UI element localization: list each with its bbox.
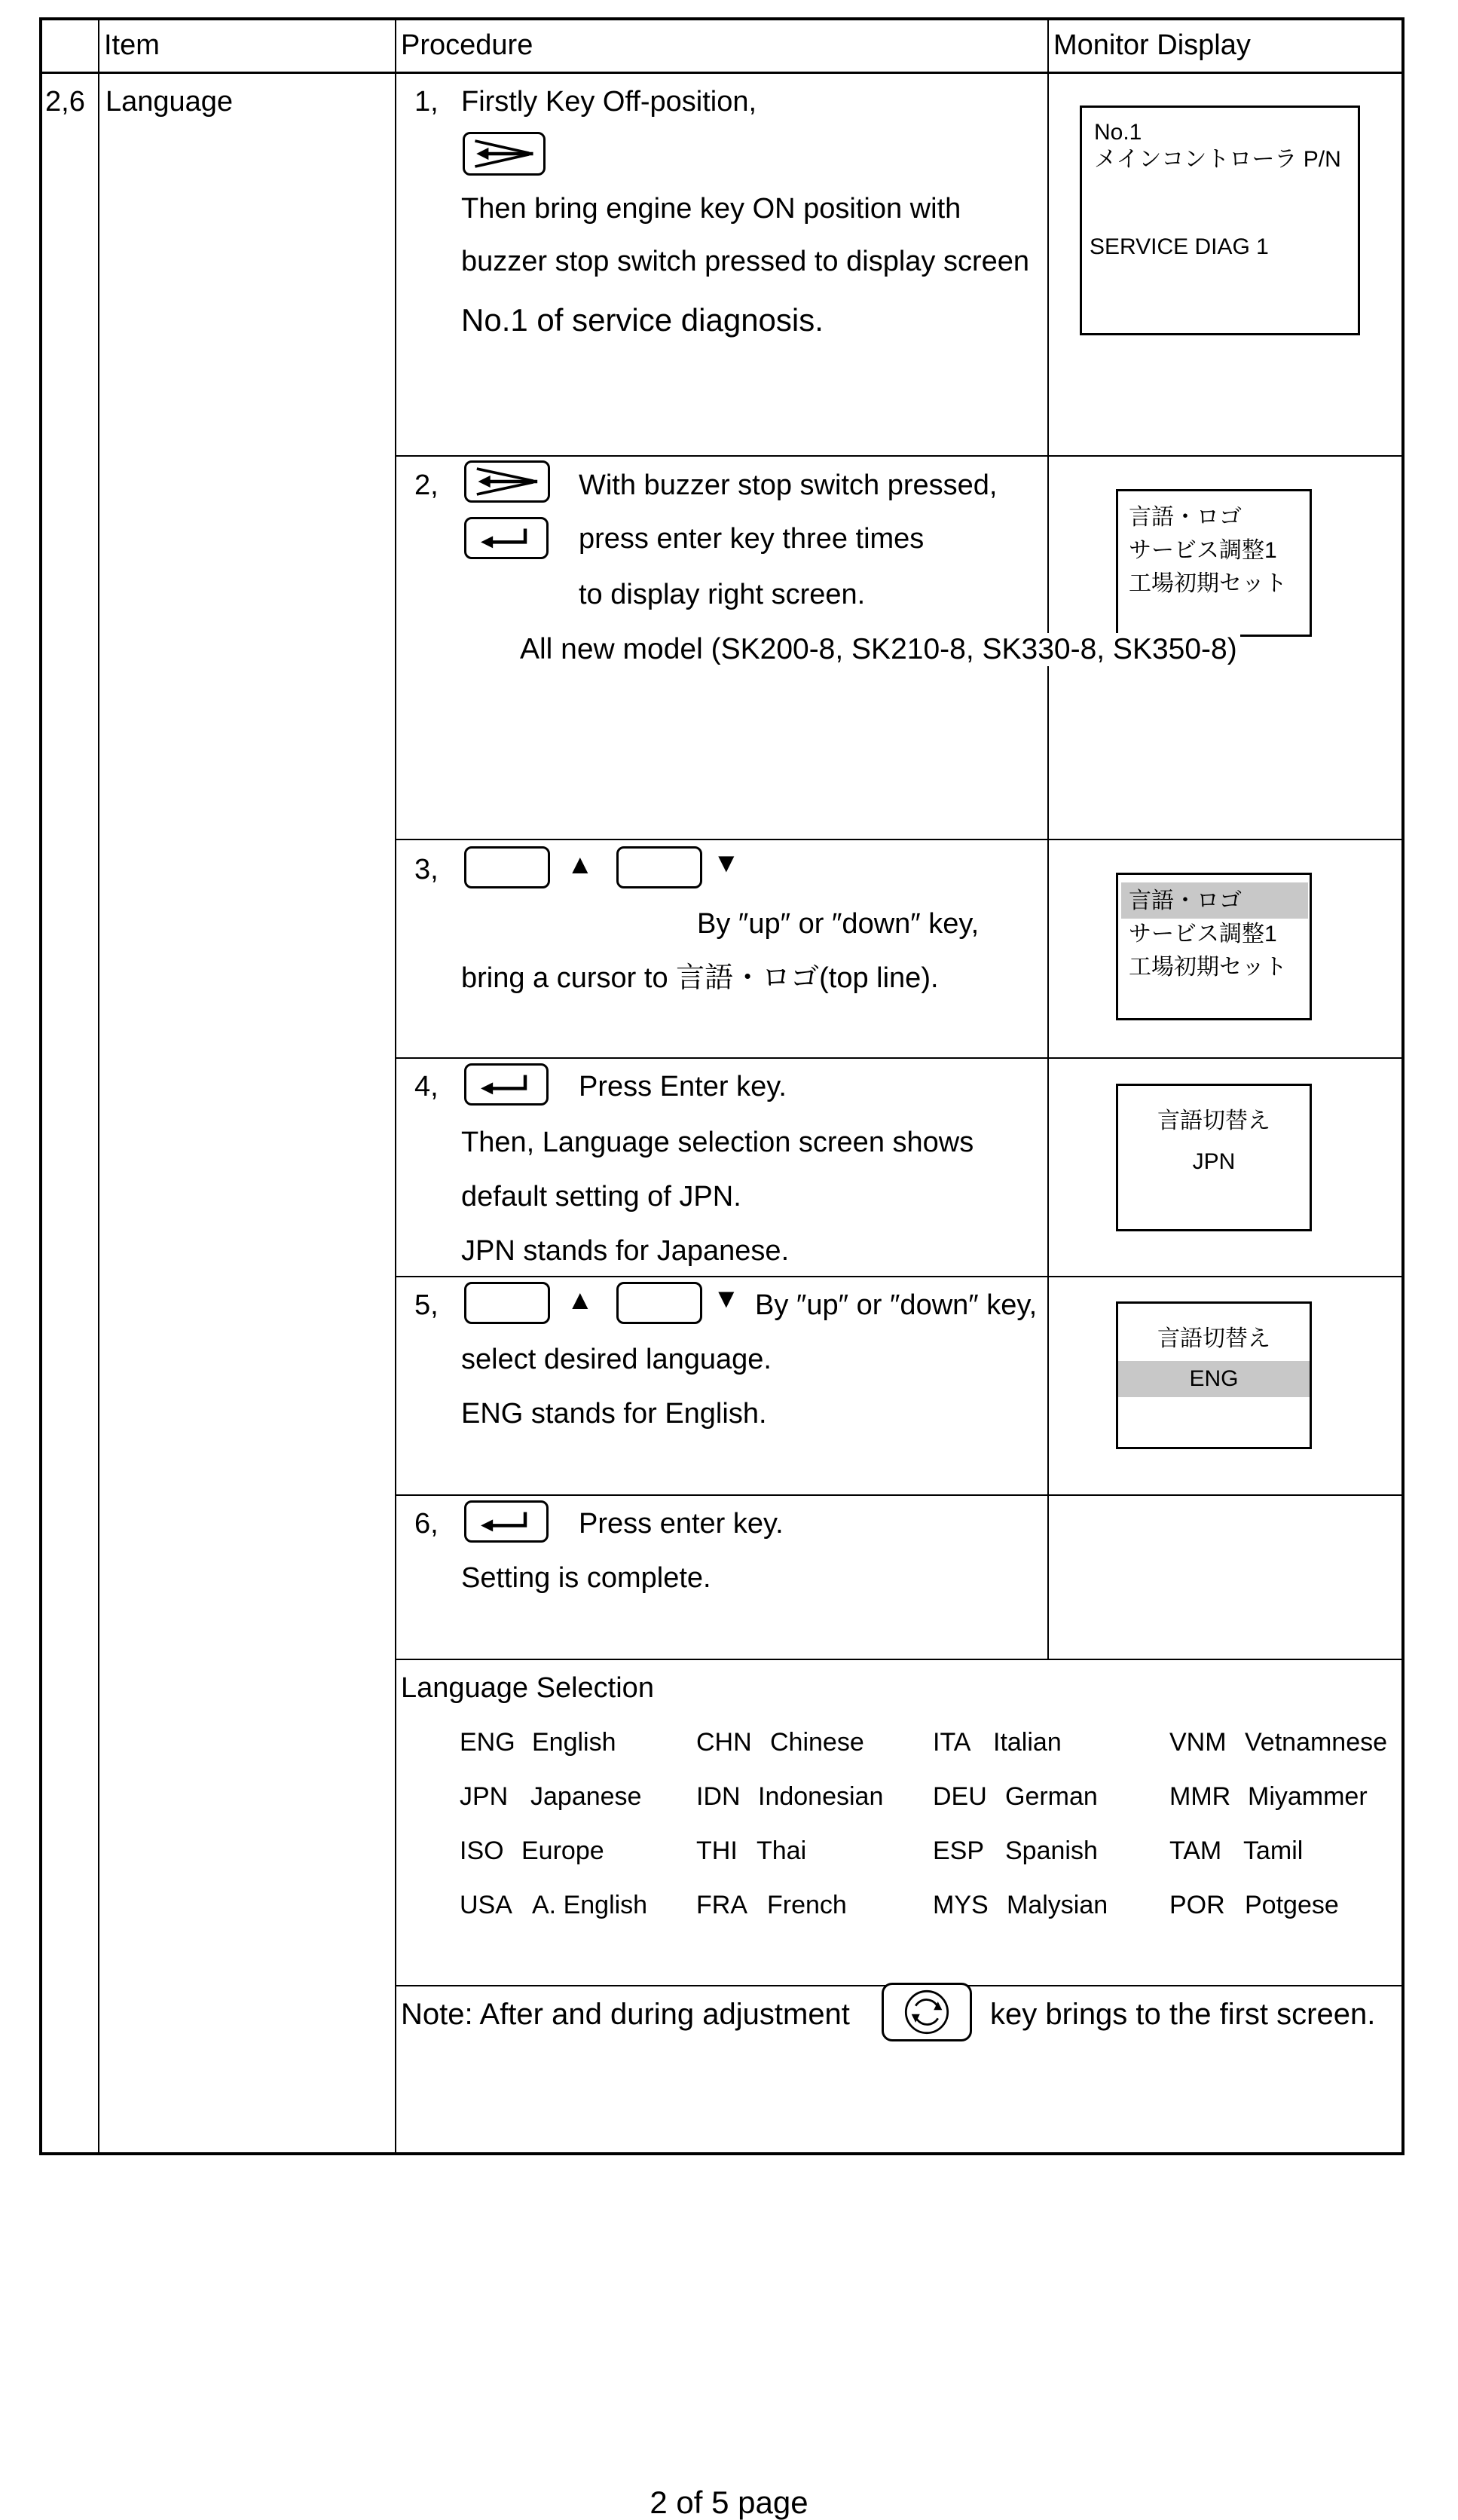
monitor-4-line-2: JPN — [1192, 1149, 1236, 1174]
monitor-screen-step-4 — [1116, 1084, 1312, 1231]
lang-code: FRA — [696, 1891, 747, 1919]
lang-name: Malysian — [1007, 1891, 1108, 1919]
lang-code: ITA — [933, 1728, 971, 1757]
lang-name: Europe — [521, 1836, 604, 1865]
enter-key-icon — [464, 517, 549, 559]
up-key-icon — [464, 1282, 550, 1324]
lang-code: THI — [696, 1836, 738, 1865]
monitor-3-line-3: 工場初期セット — [1129, 955, 1287, 980]
step-5-line-3: ENG stands for English. — [461, 1398, 767, 1430]
header-monitor-display: Monitor Display — [1053, 29, 1251, 61]
step-2-line-4: All new model (SK200-8, SK210-8, SK330-8, SK350-8) — [520, 633, 1240, 666]
step-2-line-2: press enter key three times — [579, 523, 925, 555]
step-4-line-4: JPN stands for Japanese. — [461, 1235, 790, 1267]
monitor-1-line-3: SERVICE DIAG 1 — [1090, 234, 1269, 259]
enter-key-icon — [464, 1063, 549, 1106]
lang-name: French — [767, 1891, 847, 1919]
down-key-icon — [616, 1282, 702, 1324]
step-6-line-2: Setting is complete. — [461, 1562, 711, 1594]
monitor-5-line-2: ENG — [1189, 1366, 1239, 1391]
header-item: Item — [104, 29, 160, 61]
monitor-screen-step-3 — [1116, 873, 1312, 1020]
header-procedure: Procedure — [401, 29, 533, 61]
step-2-line-3: to display right screen. — [579, 579, 866, 610]
lang-code: IDN — [696, 1782, 741, 1811]
step-5-line-2: select desired language. — [461, 1344, 772, 1375]
up-arrow-icon: ▲ — [567, 1284, 594, 1315]
lang-name: Chinese — [770, 1728, 864, 1757]
lang-code: ISO — [460, 1836, 504, 1865]
lang-code: DEU — [933, 1782, 987, 1811]
lang-code: VNM — [1169, 1728, 1227, 1757]
lang-name: A. English — [532, 1891, 648, 1919]
step-3-line-1: By ″up″ or ″down″ key, — [697, 908, 980, 940]
step-5-line-1: By ″up″ or ″down″ key, — [755, 1289, 1038, 1321]
monitor-4-line-1: 言語切替え — [1157, 1109, 1270, 1133]
monitor-3-line-1: 言語・ロゴ — [1129, 888, 1242, 913]
step-3-line-2: bring a cursor to 言語・ロゴ(top line). — [461, 962, 939, 994]
lang-name: Japanese — [530, 1782, 642, 1811]
step-2-number: 2, — [414, 469, 439, 501]
monitor-1-line-2: メインコントローラ P/N — [1094, 147, 1341, 172]
lang-code: JPN — [460, 1782, 509, 1811]
monitor-2-line-3: 工場初期セット — [1129, 571, 1287, 596]
step-5-number: 5, — [414, 1289, 439, 1321]
page-number: 2 of 5 page — [650, 2485, 808, 2520]
step-2-line-1: With buzzer stop switch pressed, — [579, 469, 998, 501]
monitor-screen-step-2 — [1116, 489, 1312, 637]
home-rotate-key-icon — [882, 1983, 972, 2041]
note-text-before: Note: After and during adjustment — [401, 1998, 850, 2031]
monitor-5-line-1: 言語切替え — [1157, 1326, 1270, 1351]
lang-code: ESP — [933, 1836, 985, 1865]
monitor-2-line-1: 言語・ロゴ — [1129, 505, 1242, 530]
step-1-line-3: buzzer stop switch pressed to display screen — [461, 246, 1030, 277]
lang-name: Thai — [757, 1836, 807, 1865]
lang-code: CHN — [696, 1728, 752, 1757]
lang-name: Indonesian — [758, 1782, 884, 1811]
lang-code: MYS — [933, 1891, 989, 1919]
step-1-line-2: Then bring engine key ON position with — [461, 193, 961, 225]
monitor-3-line-2: サービス調整1 — [1129, 922, 1277, 947]
step-4-line-3: default setting of JPN. — [461, 1181, 741, 1213]
step-1-line-4: No.1 of service diagnosis. — [461, 302, 824, 338]
step-4-line-1: Press Enter key. — [579, 1071, 787, 1102]
step-1-line-1: Firstly Key Off-position, — [461, 86, 757, 118]
lang-name: German — [1005, 1782, 1098, 1811]
monitor-screen-step-5 — [1116, 1301, 1312, 1449]
note-text-after: key brings to the first screen. — [990, 1998, 1376, 2031]
lang-code: ENG — [460, 1728, 515, 1757]
enter-key-icon — [464, 1500, 549, 1543]
lang-code: USA — [460, 1891, 512, 1919]
step-6-number: 6, — [414, 1508, 439, 1540]
up-key-icon — [464, 846, 550, 888]
step-4-number: 4, — [414, 1071, 439, 1102]
item-number: 2,6 — [45, 86, 85, 118]
step-3-number: 3, — [414, 854, 439, 885]
down-arrow-icon: ▼ — [713, 1283, 740, 1314]
language-selection-title: Language Selection — [401, 1672, 654, 1704]
step-6-line-1: Press enter key. — [579, 1508, 784, 1540]
lang-code: MMR — [1169, 1782, 1231, 1811]
lang-name: Tamil — [1243, 1836, 1304, 1865]
lang-code: TAM — [1169, 1836, 1222, 1865]
item-name: Language — [105, 86, 234, 118]
monitor-2-line-2: サービス調整1 — [1129, 538, 1277, 563]
lang-name: Spanish — [1005, 1836, 1098, 1865]
buzzer-stop-key-icon — [464, 460, 550, 503]
up-arrow-icon: ▲ — [567, 849, 594, 879]
lang-name: Miyammer — [1248, 1782, 1368, 1811]
down-key-icon — [616, 846, 702, 888]
lang-code: POR — [1169, 1891, 1225, 1919]
lang-name: Italian — [993, 1728, 1062, 1757]
monitor-screen-step-1 — [1080, 106, 1360, 335]
buzzer-stop-key-icon — [463, 132, 546, 176]
lang-name: Potgese — [1245, 1891, 1339, 1919]
step-1-number: 1, — [414, 86, 439, 118]
lang-name: Vetnamnese — [1245, 1728, 1388, 1757]
down-arrow-icon: ▼ — [713, 847, 740, 878]
lang-name: English — [532, 1728, 616, 1757]
step-4-line-2: Then, Language selection screen shows — [461, 1127, 974, 1158]
monitor-1-line-1: No.1 — [1094, 120, 1142, 145]
